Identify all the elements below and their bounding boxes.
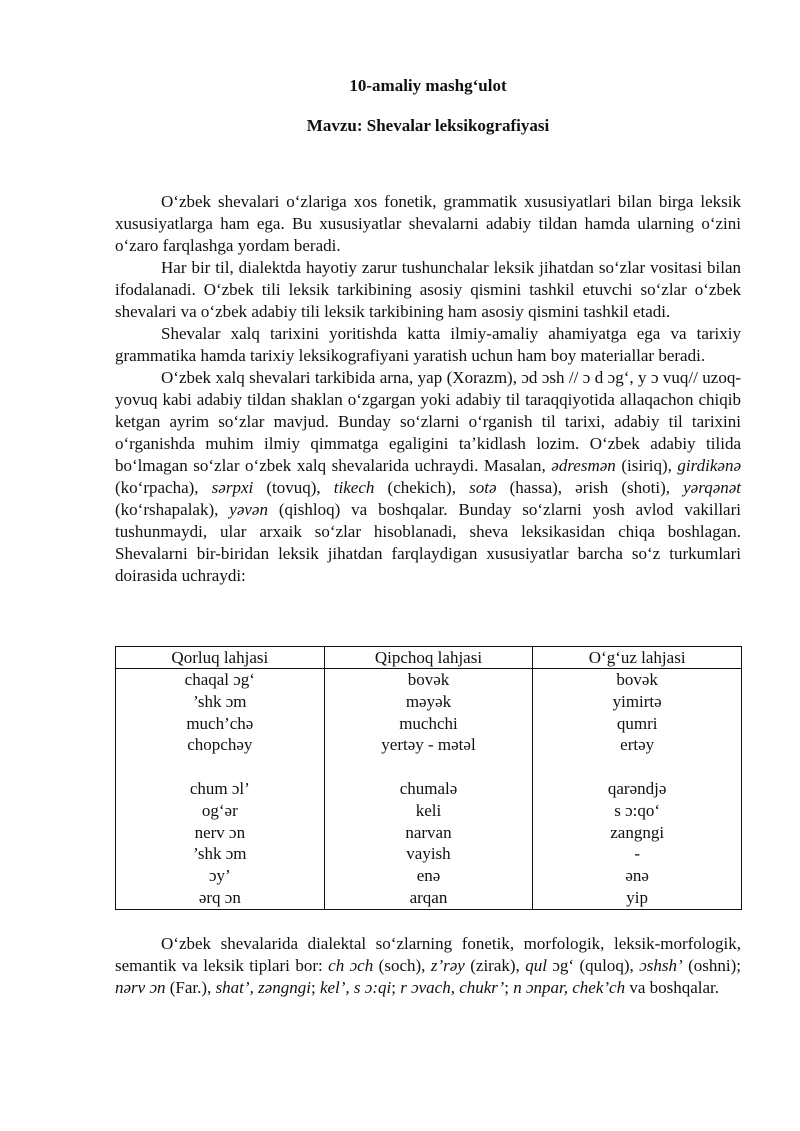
gloss: ɔgʻ (quloq), <box>546 956 640 975</box>
table-cell: ’shk ɔm <box>193 844 247 864</box>
table-header-row <box>116 647 742 669</box>
dialect-word: ɔshsh’ <box>639 956 683 975</box>
table-cell: ənə <box>625 866 649 886</box>
table-cell: yertəy - mətəl <box>381 735 476 755</box>
table-cell: s ɔ:qoʻ <box>614 800 661 820</box>
dialect-word: girdikənə <box>677 456 741 475</box>
table-cell: much’chə <box>186 713 254 733</box>
dialect-word: n ɔnpar, chek’ch <box>513 978 626 997</box>
lesson-number-title: 10-amaliy mashgʻulot <box>349 76 507 95</box>
table-cell: ogʻər <box>201 800 238 820</box>
table-cell: yip <box>626 887 649 907</box>
table-cell: qarəndjə <box>607 778 667 798</box>
table-cell: ɔy’ <box>208 866 231 886</box>
table-cell: chaqal ɔgʻ <box>184 670 255 689</box>
dialect-word: yərqənət <box>683 478 742 497</box>
table-cell: vayish <box>406 844 451 864</box>
table-cell: nerv ɔn <box>194 822 246 842</box>
topic-title: Mavzu: Shevalar leksikografiyasi <box>306 116 550 135</box>
table-cell: bovək <box>616 670 658 689</box>
table-cell: ertəy <box>620 735 655 755</box>
paragraph-3: Shevalar xalq tarixini yoritishda katta ilmiy-amaliy ahamiyatga ega va tarixiy grammatika hamda tarixiy leksikografiyani yaratish uchun ham boy materiallar beradi. <box>115 324 741 365</box>
gloss: (isiriq), <box>615 456 678 475</box>
column-header: Qipchoq lahjasi <box>324 647 533 669</box>
table-cell <box>116 756 324 778</box>
dialect-word: z’rəy <box>430 956 465 975</box>
dialect-word: sərpxi <box>211 478 254 497</box>
table-cell: yimirtə <box>612 691 662 711</box>
table-cell: ’shk ɔm <box>193 691 247 711</box>
table-cell <box>325 756 533 778</box>
gloss: (tovuq), <box>253 478 334 497</box>
gloss: ; <box>310 978 320 997</box>
dialect-word: nərv ɔn <box>115 978 166 997</box>
p4-text-b: (qishloq) va boshqalar. Bunday soʻzlarni yosh avlod vakillari tushunmaydi, ular arxaik soʻzlar hisoblanadi, sheva leksikasidan chiqa boshlagan. Shevalarni bir-biridan leksik jihatdan farqlaydigan xususiyatlar barcha soʻz turkumlari doirasida uchraydi: <box>115 500 741 585</box>
paragraph-1: Oʻzbek shevalari oʻzlariga xos fonetik, grammatik xususiyatlari bilan birga leksik xususiyatlarga ham ega. Bu xususiyatlar shevalarni adabiy tildan hamda ularning oʻzini oʻzaro farqlashga yordam beradi. <box>115 192 741 255</box>
gloss: (koʻrshapalak), <box>115 500 230 519</box>
table-cell: ərq ɔn <box>198 887 241 907</box>
qipchoq-column <box>324 669 533 910</box>
table-row <box>116 669 742 910</box>
table-cell: enə <box>416 866 441 886</box>
dialect-word: yəvən <box>229 500 268 519</box>
dialect-comparison-table <box>115 646 742 910</box>
oguz-column <box>533 669 742 910</box>
dialect-word: ədresmən <box>551 456 616 475</box>
gloss: (oshni); <box>682 956 741 975</box>
dialect-word: tikech <box>333 478 375 497</box>
dialect-word: r ɔvach, chukr’ <box>400 978 505 997</box>
p4-text-a: Oʻzbek xalq shevalari tarkibida arna, yap (Xorazm), ɔd ɔsh // ɔ d ɔgʻ, y ɔ vuq// uzoq-yovuq kabi adabiy tildan shaklan oʻzgargan yoki adabiy til taraqqiyotida allaqachon chiqib ketgan ayrim soʻzlar mavjud. Bunday soʻzlarni oʻrganish til tarixi, adabiy til tarixini oʻrganishda muhim ilmiy qimmatga egaligini taʼkidlash lozim. Oʻzbek adabiy tilida boʻlmagan soʻzlar oʻzbek xalq shevalarida uchraydi. Masalan, <box>115 368 741 475</box>
table-cell: zangngi <box>610 822 665 842</box>
body-text-top <box>115 191 741 587</box>
gloss: (zirak), <box>464 956 526 975</box>
dialect-word: shat’, zəngngi <box>215 978 311 997</box>
table-cell: muchchi <box>399 713 458 733</box>
table-cell: qumri <box>616 713 658 733</box>
qorluq-column <box>116 669 325 910</box>
table-cell: - <box>634 844 640 864</box>
paragraph-5 <box>115 933 741 999</box>
paragraph-4 <box>115 367 741 587</box>
dialect-word: qul <box>525 956 547 975</box>
table-cell <box>533 756 741 778</box>
dialect-word: sotə <box>469 478 497 497</box>
p5-text-b: va boshqalar. <box>625 978 720 997</box>
table-cell: bovək <box>407 670 450 689</box>
gloss: (Far.), <box>165 978 216 997</box>
body-text-bottom <box>115 933 741 999</box>
column-header: Oʻgʻuz lahjasi <box>533 647 742 669</box>
table-cell: chumalə <box>399 778 458 798</box>
p5-text-a: Oʻzbek shevalarida dialektal soʻzlarning fonetik, morfologik, leksik-morfologik, semantik va leksik tiplari bor: <box>115 934 741 975</box>
gloss: ; <box>391 978 401 997</box>
dialect-word: ch ɔch <box>328 956 374 975</box>
table-cell: keli <box>415 800 442 820</box>
gloss: ; <box>504 978 514 997</box>
gloss: (soch), <box>373 956 431 975</box>
dialect-word: kel’, s ɔ:qi <box>319 978 392 997</box>
paragraph-2: Har bir til, dialektda hayotiy zarur tushunchalar leksik jihatdan soʻzlar vositasi bilan ifodalanadi. Oʻzbek tili leksik tarkibining asosiy qismini tashkil etuvchi soʻzlar oʻzbek shevalari va oʻzbek adabiy tili leksik tarkibining ham asosiy qismini tashkil etadi. <box>115 258 741 321</box>
table-cell: chopchəy <box>187 735 253 755</box>
table-cell: arqan <box>409 887 448 907</box>
table-cell: chum ɔl’ <box>189 778 250 798</box>
column-header: Qorluq lahjasi <box>116 647 325 669</box>
gloss: (chekich), <box>374 478 470 497</box>
table-cell: məyək <box>405 691 452 711</box>
gloss: (hassa), ərish (shoti), <box>496 478 684 497</box>
gloss: (koʻrpacha), <box>115 478 212 497</box>
table-cell: narvan <box>405 822 452 842</box>
